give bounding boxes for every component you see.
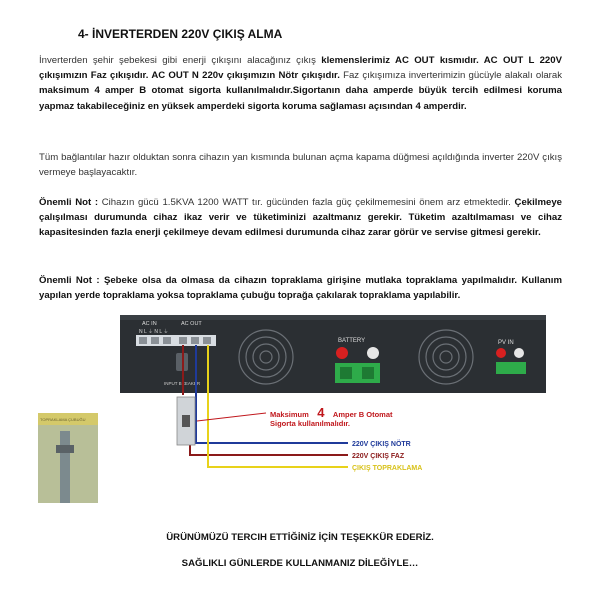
- ground-wire-label: ÇIKIŞ TOPRAKLAMA: [352, 465, 423, 472]
- breaker-note-line-2: Sigorta kullanılmalıdır.: [270, 419, 351, 428]
- p1-bold-2: maksimum 4 amper B otomat sigorta kullanılmalıdır.Sigortanın daha amperde büyük tercih edilmesi koruma yapmaz takabileceğiniz en yüksek amperdeki sigorta koruma sağlaması açısından 4 amperdir.: [39, 85, 562, 112]
- terminal-letters: N L ⏚ N L ⏚: [139, 329, 169, 335]
- p3-bold-1: Önemli Not :: [39, 197, 102, 208]
- paragraph-important-note-power: [39, 195, 562, 241]
- battery-negative-icon: [367, 347, 379, 359]
- input-breaker-label: INPUT BREAKER: [164, 381, 201, 386]
- neutral-wire-label: 220V ÇIKIŞ NÖTR: [352, 441, 411, 448]
- breaker-note-part: 4: [317, 405, 325, 420]
- p1-text-1: İnverterden şehir şebekesi gibi enerji çıkışını alacağınız çıkış: [39, 55, 322, 66]
- pv-negative-icon: [514, 348, 524, 358]
- paragraph-ac-out: [39, 53, 562, 114]
- grounding-rod: [60, 431, 70, 503]
- battery-positive-icon: [336, 347, 348, 359]
- paragraph-important-note-grounding: [39, 273, 562, 303]
- battery-label: BATTERY: [338, 338, 366, 344]
- p1-text-2: Faz çıkışımıza inverterimizin gücüyle alakalı olarak: [339, 70, 562, 82]
- inverter-panel-top-edge: [120, 315, 546, 320]
- thank-you-line-2: SAĞLIKLI GÜNLERDE KULLANMANIZ DİLEĞİYLE…: [181, 558, 419, 569]
- breaker-note-part: Maksimum: [270, 410, 309, 419]
- thank-you-line-1: ÜRÜNÜMÜZÜ TERCIH ETTİĞİNİZ İÇİN TEŞEKKÜR EDERİZ.: [166, 532, 434, 543]
- terminal-screw: [191, 337, 199, 344]
- paragraph-power-on: Tüm bağlantılar hazır olduktan sonra cihazın yan kısmında bulunan açma kapama düğmesi açıldığında inverter 220V çıkış vermeye başlayacaktır.: [39, 152, 562, 179]
- grounding-rod-photo-caption: TOPRAKLAMA ÇUBUĞU: [40, 417, 86, 422]
- phase-wire-from-breaker: [190, 445, 348, 455]
- phase-wire-label: 220V ÇIKIŞ FAZ: [352, 453, 405, 460]
- ac-in-label: AC IN: [142, 321, 157, 327]
- terminal-screw: [163, 337, 171, 344]
- terminal-screw: [151, 337, 159, 344]
- ac-out-label: AC OUT: [181, 321, 202, 327]
- pv-terminal-block: [496, 362, 526, 374]
- p1-bold-1: klemenslerimiz AC OUT kısmıdır. AC OUT L 220V çıkışımızın Faz çıkışıdır. AC OUT N 220v çıkışımızın Nötr çıkışıdır.: [39, 55, 562, 82]
- p4-bold: Önemli Not : Şebeke olsa da olmasa da cihazın topraklama girişine mutlaka topraklama yapılmalıdır. Kullanım yapılan yerde topraklama yoksa topraklama çubuğu toprağa çakılarak topraklama yapılabilir.: [39, 275, 562, 302]
- pv-positive-icon: [496, 348, 506, 358]
- wiring-diagram: [38, 313, 568, 503]
- terminal-screw: [203, 337, 211, 344]
- grounding-rod-clamp: [56, 445, 74, 453]
- mcb-breaker-toggle: [182, 415, 190, 427]
- section-heading: 4- İNVERTERDEN 220V ÇIKIŞ ALMA: [78, 27, 283, 41]
- battery-terminal-screw: [362, 367, 374, 379]
- battery-terminal-screw: [340, 367, 352, 379]
- p3-text-1: Cihazın gücü 1.5KVA 1200 WATT tır. gücünden fazla güç çekilmemesini önem arz etmektedir.: [101, 197, 515, 208]
- breaker-note-part: Amper B Otomat: [332, 410, 393, 419]
- p3-bold-2: Çekilmeye çalışılması durumunda cihaz ikaz verir ve tüketiminizi azaltmanız gerekir. Tüketim azaltılmaması ve cihaz kapasitesinden fazla enerji çekilmeye devam edilmesi durumunda cihaz zarar görür ve servise gitmesi gerekir.: [39, 197, 562, 239]
- pv-label: PV IN: [498, 340, 514, 346]
- terminal-screw: [179, 337, 187, 344]
- terminal-screw: [139, 337, 147, 344]
